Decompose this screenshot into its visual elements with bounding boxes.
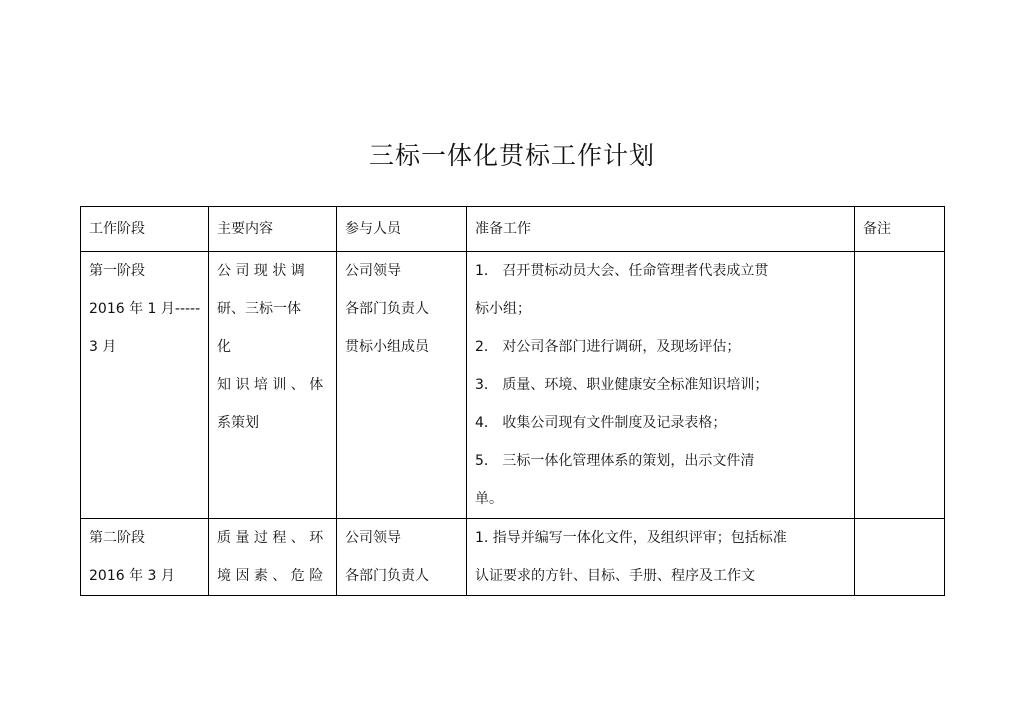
- content-text: 研、三标一体: [217, 301, 301, 317]
- prep-text: 认证要求的方针、目标、手册、程序及工作文: [475, 568, 755, 584]
- table-row: [81, 519, 945, 596]
- prep-cell: [467, 252, 855, 519]
- content-text: 质 量 过 程 、 环: [217, 530, 324, 546]
- content-text: 境 因 素 、 危 险: [217, 568, 324, 584]
- content-text: 知 识 培 训 、 体: [217, 377, 324, 393]
- header-preparation: 准备工作: [467, 207, 855, 252]
- header-stage: 工作阶段: [81, 207, 209, 252]
- people-text: 各部门负责人: [345, 568, 429, 584]
- header-notes: 备注: [855, 207, 945, 252]
- table-header-row: [81, 207, 945, 252]
- table-row: [81, 252, 945, 519]
- content-text: 公 司 现 状 调: [217, 263, 305, 279]
- people-text: 各部门负责人: [345, 301, 429, 317]
- document-title: 三标一体化贯标工作计划: [368, 141, 655, 170]
- people-text: 公司领导: [345, 263, 401, 279]
- prep-text: 3． 质量、环境、职业健康安全标准知识培训；: [475, 377, 769, 393]
- prep-text: 标小组；: [475, 301, 531, 317]
- people-text: 公司领导: [345, 530, 401, 546]
- note-cell: [855, 252, 945, 519]
- header-content: 主要内容: [209, 207, 337, 252]
- people-text: 贯标小组成员: [345, 339, 429, 355]
- work-plan-table: [80, 206, 945, 596]
- prep-text: 2． 对公司各部门进行调研，及现场评估；: [475, 339, 741, 355]
- content-text: 系策划: [217, 415, 259, 431]
- content-cell: [209, 252, 337, 519]
- content-cell: [209, 519, 337, 596]
- content-text: 化: [217, 339, 231, 355]
- stage-text: 2016 年 1 月-----: [89, 301, 200, 317]
- stage-cell: [81, 519, 209, 596]
- prep-cell: [467, 519, 855, 596]
- people-cell: [337, 519, 467, 596]
- prep-text: 4． 收集公司现有文件制度及记录表格；: [475, 415, 727, 431]
- stage-text: 第二阶段: [89, 530, 145, 546]
- prep-text: 1． 召开贯标动员大会、任命管理者代表成立贯: [475, 263, 769, 279]
- stage-text: 第一阶段: [89, 263, 145, 279]
- prep-text: 单。: [475, 491, 503, 507]
- header-people: 参与人员: [337, 207, 467, 252]
- prep-text: 1. 指导并编写一体化文件，及组织评审；包括标准: [475, 530, 787, 546]
- stage-cell: [81, 252, 209, 519]
- stage-text: 2016 年 3 月: [89, 568, 175, 584]
- stage-text: 3 月: [89, 339, 117, 355]
- prep-text: 5． 三标一体化管理体系的策划，出示文件清: [475, 453, 755, 469]
- note-cell: [855, 519, 945, 596]
- people-cell: [337, 252, 467, 519]
